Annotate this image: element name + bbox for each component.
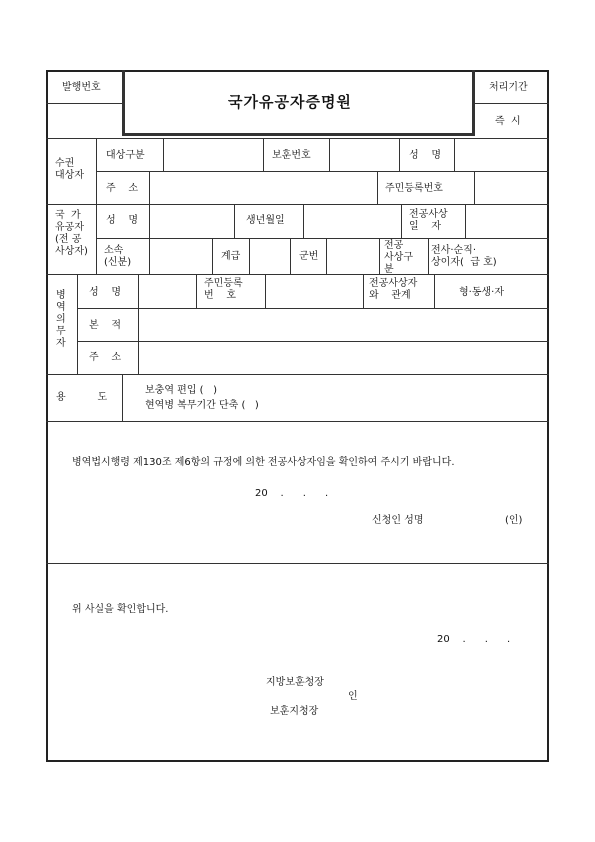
s3-v2 <box>196 274 197 308</box>
s2-v3 <box>303 204 304 238</box>
purpose-option-reserve: 보충역 편입 ( ) <box>145 385 217 396</box>
applicant-name-label: 신청인 성명 <box>372 515 424 526</box>
section1-mid <box>96 171 549 172</box>
section5-top <box>46 421 549 422</box>
military-relation-label: 전공사상자 와 관계 <box>369 278 418 301</box>
s3-v3 <box>265 274 266 308</box>
s2-v6 <box>212 238 213 274</box>
s1-v2 <box>263 138 264 171</box>
request-text: 병역법시행령 제130조 제6항의 규정에 의한 전공사상자임을 확인하여 주시기 바랍니다. <box>72 457 455 468</box>
s1-v3 <box>329 138 330 171</box>
s1-v6 <box>149 171 150 204</box>
section3-label-col <box>77 274 78 374</box>
s2-v11 <box>428 238 429 274</box>
section3-row1 <box>77 308 549 309</box>
claimant-section-label: 수권 대상자 <box>55 158 84 181</box>
s1-v7 <box>377 171 378 204</box>
section6-top <box>46 563 549 564</box>
confirm-seal: 인 <box>348 691 358 702</box>
merit-name-label: 성 명 <box>106 215 139 226</box>
s1-v5 <box>454 138 455 171</box>
s2-v1 <box>149 204 150 274</box>
claimant-name-label: 성 명 <box>409 150 442 161</box>
merit-section-label: 국 가 유공자 (전 공 사상자) <box>55 210 88 257</box>
applicant-seal: (인) <box>505 515 523 526</box>
section1-top <box>46 138 549 139</box>
confirm-date: 20 . . . <box>437 634 511 645</box>
s3-v5 <box>434 274 435 308</box>
page-title: 국가유공자증명원 <box>228 93 352 111</box>
section1-label-col <box>96 138 97 204</box>
merit-service-no-label: 군번 <box>299 251 319 262</box>
section2-top <box>46 204 549 205</box>
military-relation-options: 형·동생·자 <box>459 287 504 298</box>
section3-top <box>46 274 549 275</box>
s2-v2 <box>234 204 235 238</box>
merit-rank-label: 계급 <box>221 251 241 262</box>
s3-v4 <box>363 274 364 308</box>
merit-casualty-type-label: 전공 사상구 분 <box>384 240 413 275</box>
military-address-label: 주 소 <box>89 352 122 363</box>
s1-v4 <box>399 138 400 171</box>
header-divider-left <box>122 70 125 136</box>
processing-period-label: 처리기간 <box>489 82 528 93</box>
merit-birth-label: 생년월일 <box>246 215 285 226</box>
claimant-resident-no-label: 주민등록번호 <box>385 183 443 194</box>
s2-v4 <box>401 204 402 238</box>
header-left-split <box>46 103 122 104</box>
military-name-label: 성 명 <box>89 287 122 298</box>
s2-v9 <box>326 238 327 274</box>
section2-mid <box>96 238 549 239</box>
section3-row2 <box>77 341 549 342</box>
s2-v7 <box>249 238 250 274</box>
purpose-option-shorten: 현역병 복무기간 단축 ( ) <box>145 400 259 411</box>
s1-v1 <box>163 138 164 171</box>
section2-label-col <box>96 204 97 274</box>
claimant-address-label: 주 소 <box>106 183 139 194</box>
claimant-type-label: 대상구분 <box>106 150 145 161</box>
s2-v10 <box>379 238 380 274</box>
processing-period-value: 즉 시 <box>495 116 521 127</box>
office-regional: 지방보훈청장 <box>266 677 324 688</box>
merit-unit-label: 소속 (신분) <box>104 245 132 268</box>
s3-v1 <box>138 274 139 374</box>
claimant-benefit-no-label: 보훈번호 <box>272 150 311 161</box>
military-domicile-label: 본 적 <box>89 320 122 331</box>
s4-v1 <box>122 374 123 421</box>
issue-number-label: 발행번호 <box>62 82 101 93</box>
military-section-label: 병 역 의 무 자 <box>56 290 66 349</box>
s1-v8 <box>474 171 475 204</box>
merit-casualty-date-label: 전공사상 일 자 <box>409 209 448 232</box>
request-date: 20 . . . <box>255 488 329 499</box>
s2-v8 <box>290 238 291 274</box>
military-resident-no-label: 주민등록 번 호 <box>204 278 243 301</box>
header-right-split <box>475 103 549 104</box>
merit-casualty-options: 전사·순직· 상이자( 급 호) <box>431 245 497 268</box>
header-title-bottom <box>122 133 475 136</box>
office-branch: 보훈지청장 <box>270 706 319 717</box>
purpose-label: 용 도 <box>56 392 108 403</box>
confirm-text: 위 사실을 확인합니다. <box>72 604 169 615</box>
s2-v5 <box>465 204 466 238</box>
